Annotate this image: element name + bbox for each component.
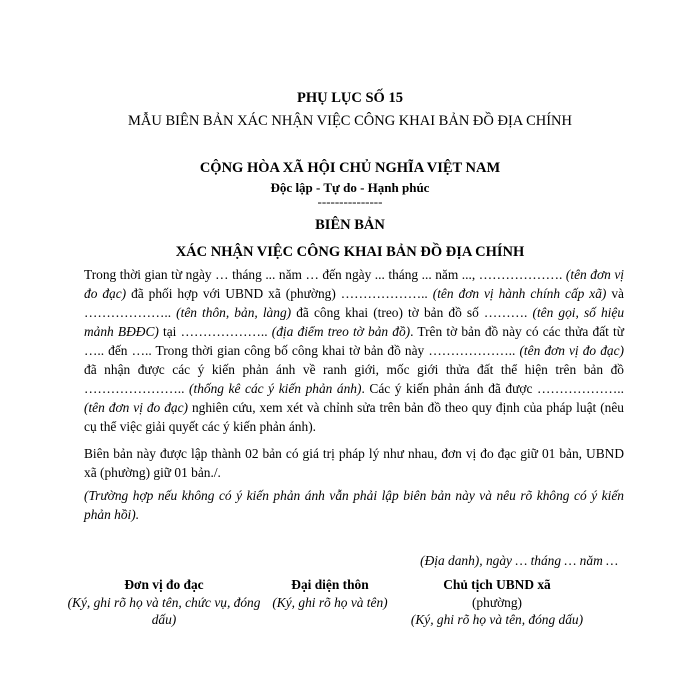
place-date-text: (Địa danh), ngày … tháng … năm … [420, 553, 618, 568]
signature-title: Đơn vị đo đạc [124, 577, 204, 592]
document-title: XÁC NHẬN VIỆC CÔNG KHAI BẢN ĐỒ ĐỊA CHÍNH [175, 244, 525, 260]
placeholder-note: (tên đơn vị đo đạc) [84, 400, 188, 415]
place-date-line [420, 553, 618, 569]
national-motto: Độc lập - Tự do - Hạnh phúc [270, 180, 430, 195]
country-name: CỘNG HÒA XÃ HỘI CHỦ NGHĨA VIỆT NAM [199, 160, 501, 176]
text-segment: Trong thời gian từ ngày … tháng ... năm … đến ngày ... tháng ... năm ..., ………………. [84, 267, 566, 282]
signature-note: (Ký, ghi rõ họ và tên) [272, 594, 388, 610]
italic-note: (Trường hợp nếu không có ý kiến phản ánh vẫn phải lập biên bản này và nêu rõ không có ý kiến phản hồi). [84, 488, 624, 522]
placeholder-note: (địa điểm treo tờ bản đồ) [271, 324, 411, 339]
body-paragraph-2: Biên bản này được lập thành 02 bản có giá trị pháp lý như nhau, đơn vị đo đạc giữ 01 bản, UBND xã (phường) giữ 01 bản./. [84, 446, 624, 480]
signature-note: (Ký, ghi rõ họ và tên, chức vụ, đóng dấu) [67, 594, 261, 627]
text-segment: và ……………….. [84, 286, 624, 320]
text-segment: . Các ý kiến phản ánh đã được ……………….. [361, 381, 625, 396]
text-segment: tại ……………….. [158, 324, 272, 339]
form-title: MẪU BIÊN BẢN XÁC NHẬN VIỆC CÔNG KHAI BẢN ĐỒ ĐỊA CHÍNH [128, 113, 572, 129]
placeholder-note: (tên thôn, bản, làng) [176, 305, 292, 320]
document-type: BIÊN BẢN [315, 217, 385, 233]
text-segment: đã phối hợp với UBND xã (phường) ……………….. [126, 286, 433, 301]
placeholder-note: (tên đơn vị đo đạc) [84, 267, 624, 301]
placeholder-note: (tên gọi, số hiệu mảnh BĐĐC) [84, 305, 625, 339]
placeholder-note: (thống kê các ý kiến phản ánh) [189, 381, 362, 396]
placeholder-note: (tên đơn vị đo đạc) [519, 343, 624, 358]
signature-title: Đại diện thôn [291, 577, 369, 592]
motto-underline: --------------- [317, 194, 383, 209]
text-segment: . Trên tờ bản đồ này có các thửa đất từ ….. đến ….. Trong thời gian công bố công khai tờ bản đồ này ……………….. [84, 324, 625, 358]
signature-title: Chủ tịch UBND xã [443, 577, 551, 592]
text-segment: đã công khai (treo) tờ bản đồ số ………. [291, 305, 533, 320]
appendix-title: PHỤ LỤC SỐ 15 [297, 90, 403, 106]
placeholder-note: (tên đơn vị hành chính cấp xã) [432, 286, 607, 301]
body-paragraph-3 [84, 486, 624, 524]
body-paragraph-1 [84, 265, 624, 436]
signature-note: (Ký, ghi rõ họ và tên, đóng dấu) [410, 612, 584, 627]
signature-block-commune-chairman [397, 576, 597, 629]
signature-subtitle: (phường) [471, 594, 523, 610]
text-segment: nghiên cứu, xem xét và chỉnh sửa trên bản đồ theo quy định của pháp luật (nêu cụ thể việc giải quyết các ý kiến phản ánh). [84, 400, 624, 434]
text-segment: đã nhận được các ý kiến phản ánh về ranh giới, mốc giới thửa đất thể hiện trên bản đồ ………………….. [84, 362, 624, 396]
